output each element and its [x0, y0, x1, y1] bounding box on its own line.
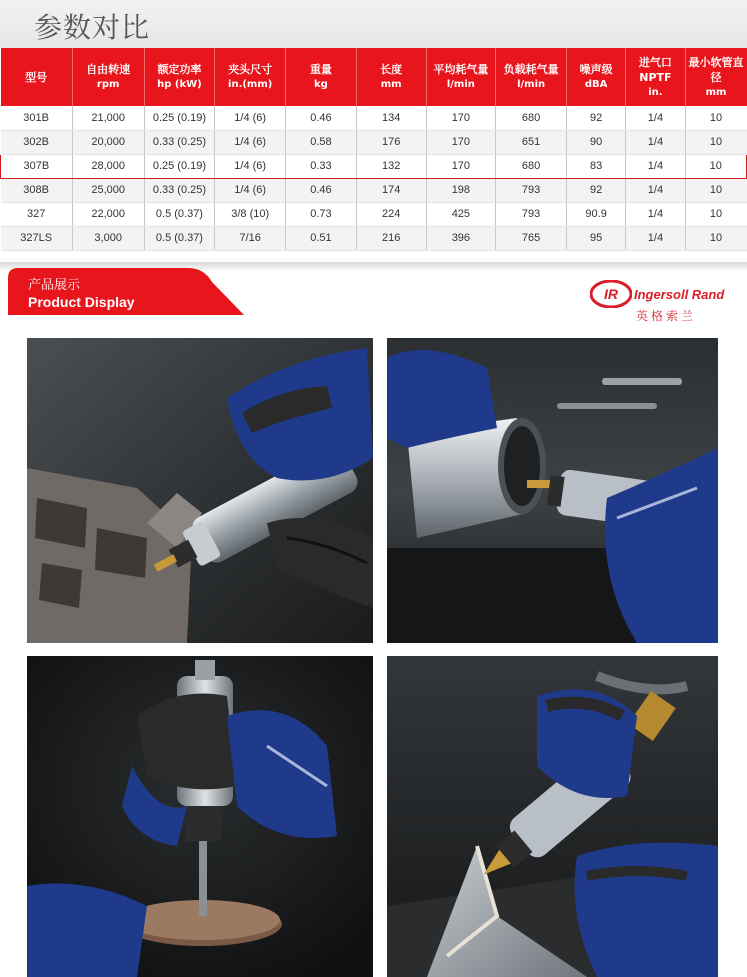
table-cell: 224	[356, 202, 426, 226]
table-cell: 302B	[1, 130, 73, 154]
product-display-title-zh: 产品展示	[28, 278, 81, 293]
column-header-unit: in.(mm)	[228, 79, 273, 90]
table-cell: 651	[496, 130, 567, 154]
table-cell: 10	[685, 178, 746, 202]
table-cell: 1/4 (6)	[215, 130, 286, 154]
column-header-unit: mm	[705, 86, 727, 98]
column-header-unit: dBA	[584, 79, 608, 90]
table-cell: 308B	[1, 178, 73, 202]
table-cell: 10	[685, 154, 746, 178]
column-header-label: 进气口 NPTF	[638, 55, 672, 84]
table-cell: 176	[356, 130, 426, 154]
table-cell: 22,000	[72, 202, 144, 226]
table-cell: 198	[426, 178, 496, 202]
column-header	[286, 48, 357, 106]
table-cell: 92	[566, 106, 625, 130]
die-grinder-on-engine-block-photo	[27, 338, 373, 643]
column-header	[426, 48, 496, 106]
product-display-header	[0, 262, 747, 323]
table-cell: 327LS	[1, 226, 73, 250]
column-header-label: 平均耗气量	[433, 63, 489, 76]
column-header-label: 夹头尺寸	[228, 63, 273, 76]
table-cell: 170	[426, 106, 496, 130]
table-cell: 10	[685, 130, 746, 154]
comparison-title-bar	[0, 0, 747, 48]
column-header-unit: in.	[648, 86, 663, 98]
column-header	[1, 48, 73, 106]
die-grinder-on-disc-photo	[27, 656, 373, 977]
spec-table	[0, 48, 747, 251]
column-header	[215, 48, 286, 106]
product-display-tab	[8, 268, 244, 315]
column-header-unit: l/min	[517, 79, 546, 90]
table-cell: 0.33	[286, 154, 357, 178]
table-cell: 0.46	[286, 106, 357, 130]
table-cell: 0.33 (0.25)	[144, 178, 215, 202]
table-cell: 1/4	[626, 202, 685, 226]
comparison-title: 参数对比	[34, 11, 151, 44]
brand-name: Ingersoll Rand	[634, 287, 725, 302]
table-cell: 95	[566, 226, 625, 250]
column-header	[566, 48, 625, 106]
column-header-label: 长度	[380, 63, 403, 76]
table-cell: 0.5 (0.37)	[144, 202, 215, 226]
ir-logo-icon	[590, 280, 632, 308]
table-cell: 10	[685, 106, 746, 130]
table-cell: 170	[426, 130, 496, 154]
table-cell: 793	[496, 178, 567, 202]
ingersoll-rand-logo	[590, 280, 740, 324]
table-cell: 10	[685, 226, 746, 250]
table-cell: 793	[496, 202, 567, 226]
table-cell: 170	[426, 154, 496, 178]
table-cell: 28,000	[72, 154, 144, 178]
table-cell: 396	[426, 226, 496, 250]
column-header-unit: mm	[380, 79, 402, 90]
table-cell: 3,000	[72, 226, 144, 250]
table-cell: 0.73	[286, 202, 357, 226]
column-header-unit: hp (kW)	[157, 79, 202, 90]
table-cell: 1/4 (6)	[215, 106, 286, 130]
column-header-unit: kg	[314, 79, 328, 90]
table-cell: 1/4	[626, 154, 685, 178]
column-header-label: 负载耗气量	[503, 63, 559, 76]
column-header-label: 噪声级	[579, 63, 613, 76]
table-cell: 21,000	[72, 106, 144, 130]
column-header-unit: l/min	[446, 79, 475, 90]
table-cell: 92	[566, 178, 625, 202]
column-header	[144, 48, 215, 106]
table-row	[1, 106, 747, 130]
table-cell: 0.25 (0.19)	[144, 154, 215, 178]
table-cell: 0.33 (0.25)	[144, 130, 215, 154]
table-cell: 0.25 (0.19)	[144, 106, 215, 130]
svg-text:IR: IR	[604, 286, 618, 302]
table-cell: 1/4 (6)	[215, 178, 286, 202]
table-cell: 132	[356, 154, 426, 178]
brand-name-cn: 英格索兰	[636, 309, 697, 323]
table-cell: 0.5 (0.37)	[144, 226, 215, 250]
column-header-label: 最小软管直径	[688, 55, 744, 84]
table-cell: 83	[566, 154, 625, 178]
table-row	[1, 226, 747, 250]
column-header-label: 型号	[25, 70, 48, 84]
table-row	[1, 154, 747, 178]
table-cell: 134	[356, 106, 426, 130]
table-cell: 1/4	[626, 130, 685, 154]
spec-table-body	[1, 106, 747, 250]
column-header-unit: rpm	[96, 79, 120, 90]
column-header	[626, 48, 685, 106]
column-header	[496, 48, 567, 106]
table-cell: 0.58	[286, 130, 357, 154]
table-cell: 680	[496, 154, 567, 178]
column-header	[356, 48, 426, 106]
table-cell: 216	[356, 226, 426, 250]
table-cell: 7/16	[215, 226, 286, 250]
table-cell: 1/4	[626, 226, 685, 250]
table-row	[1, 130, 747, 154]
column-header-label: 重量	[309, 63, 332, 76]
table-cell: 1/4 (6)	[215, 154, 286, 178]
table-cell: 1/4	[626, 106, 685, 130]
column-header	[72, 48, 144, 106]
table-cell: 90	[566, 130, 625, 154]
column-header	[685, 48, 746, 106]
table-row	[1, 202, 747, 226]
die-grinder-in-pipe-photo	[387, 338, 718, 643]
table-cell: 327	[1, 202, 73, 226]
table-cell: 174	[356, 178, 426, 202]
die-grinder-on-weld-photo	[387, 656, 718, 977]
table-cell: 307B	[1, 154, 73, 178]
table-cell: 0.51	[286, 226, 357, 250]
table-cell: 0.46	[286, 178, 357, 202]
table-cell: 680	[496, 106, 567, 130]
table-cell: 1/4	[626, 178, 685, 202]
table-cell: 10	[685, 202, 746, 226]
column-header-label: 自由转速	[86, 63, 131, 76]
table-cell: 90.9	[566, 202, 625, 226]
table-cell: 425	[426, 202, 496, 226]
table-row	[1, 178, 747, 202]
product-display-title-en: Product Display	[28, 294, 135, 310]
table-cell: 25,000	[72, 178, 144, 202]
spec-table-header	[1, 48, 747, 106]
table-cell: 765	[496, 226, 567, 250]
table-cell: 3/8 (10)	[215, 202, 286, 226]
table-cell: 301B	[1, 106, 73, 130]
column-header-label: 额定功率	[157, 63, 202, 76]
table-cell: 20,000	[72, 130, 144, 154]
